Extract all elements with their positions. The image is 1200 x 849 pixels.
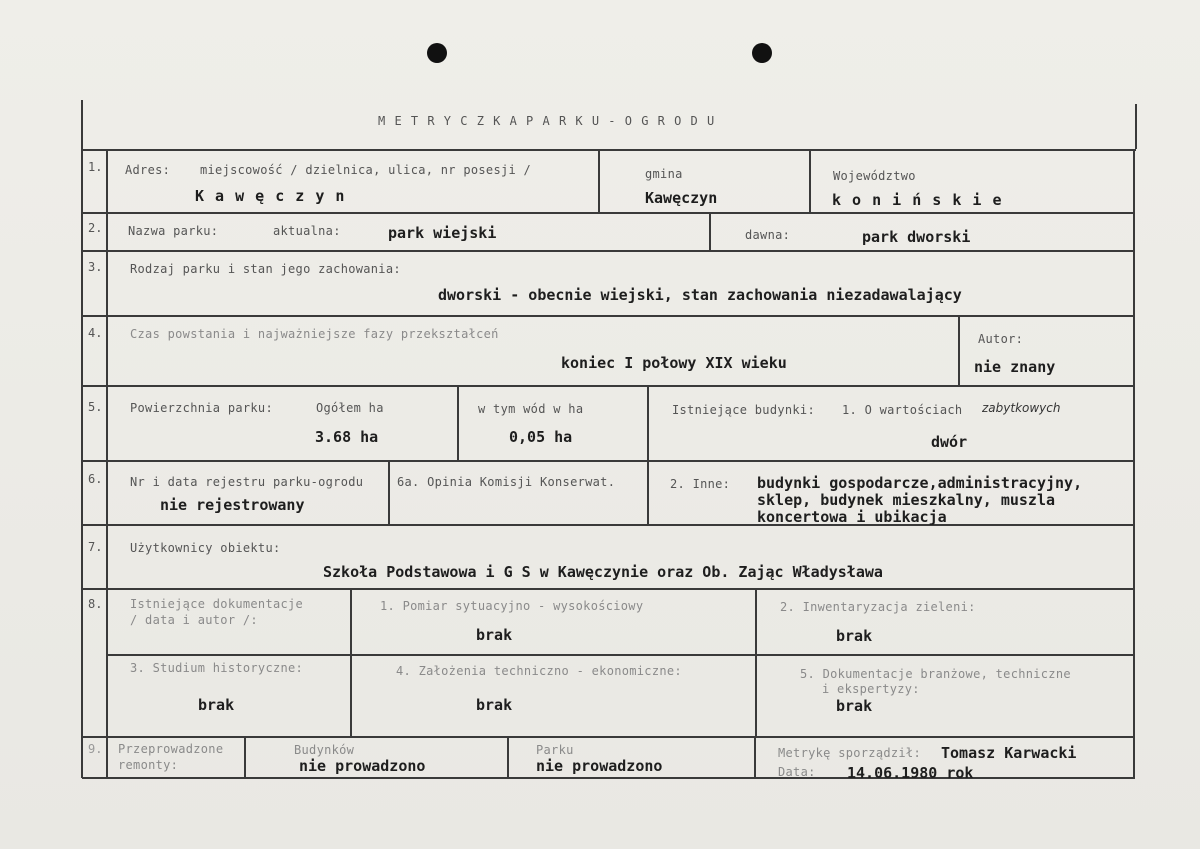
users-value: Szkoła Podstawowa i G S w Kawęczynie oraz Ob. Zając Władysława (323, 563, 883, 581)
docs-label-line1: Istniejące dokumentacje (130, 597, 304, 611)
separator (82, 588, 1133, 590)
number-column-line (106, 149, 108, 778)
separator (82, 524, 1133, 526)
row-number: 3. (88, 260, 103, 274)
row-number: 6. (88, 472, 103, 486)
address-hint: miejscowość / dzielnica, ulica, nr posesji / (200, 163, 532, 177)
tech-value: brak (476, 696, 513, 714)
users-label: Użytkownicy obiektu: (130, 541, 281, 555)
total-area-value: 3.68 ha (315, 428, 379, 446)
repairs-label-line1: Przeprowadzone (118, 742, 224, 756)
monument-buildings-value: dwór (931, 433, 968, 451)
park-name-label: Nazwa parku: (128, 224, 219, 238)
cell-divider (647, 386, 649, 525)
cell-divider (598, 150, 600, 212)
separator (82, 149, 1136, 151)
prepared-by-label: Metrykę sporządził: (778, 746, 921, 760)
commission-opinion-label: 6a. Opinia Komisji Konserwat. (397, 475, 616, 489)
area-label: Powierzchnia parku: (130, 401, 273, 415)
date-value: 14.06.1980 rok (847, 764, 974, 782)
park-type-value: dworski - obecnie wiejski, stan zachowania niezadawalający (438, 286, 962, 304)
author-label: Autor: (978, 332, 1024, 346)
cell-divider (507, 737, 509, 778)
gmina-value: Kawęczyn (645, 189, 718, 207)
origin-value: koniec I połowy XIX wieku (561, 354, 787, 372)
row-number: 8. (88, 597, 103, 611)
docs-label-line2: / data i autor /: (130, 613, 258, 627)
monument-handwritten: zabytkowych (982, 401, 1061, 415)
history-label: 3. Studium historyczne: (130, 661, 304, 675)
gmina-label: gmina (645, 167, 683, 181)
survey-label: 1. Pomiar sytuacyjno - wysokościowy (380, 599, 644, 613)
branch-docs-value: brak (836, 697, 873, 715)
park-repairs-value: nie prowadzono (536, 757, 663, 775)
cell-divider (388, 462, 390, 524)
other-buildings-label: 2. Inne: (670, 477, 731, 491)
form-title: M E T R Y C Z K A P A R K U - O G R O D U (378, 114, 716, 128)
water-area-value: 0,05 ha (509, 428, 573, 446)
separator (108, 654, 1133, 656)
total-area-label: Ogółem ha (316, 401, 384, 415)
row-number: 5. (88, 400, 103, 414)
address-label: Adres: (125, 163, 171, 177)
punch-hole-right (752, 43, 772, 63)
author-value: nie znany (974, 358, 1056, 376)
cell-divider (244, 737, 246, 778)
frame-right-line (1135, 104, 1137, 149)
other-buildings-line1: budynki gospodarcze,administracyjny, (757, 474, 1083, 492)
cell-divider (958, 316, 960, 385)
tech-label: 4. Założenia techniczno - ekonomiczne: (396, 664, 682, 678)
origin-label: Czas powstania i najważniejsze fazy przekształceń (130, 327, 499, 341)
prepared-by-value: Tomasz Karwacki (941, 744, 1077, 762)
cell-divider (709, 213, 711, 250)
survey-value: brak (476, 626, 513, 644)
separator (82, 315, 1135, 317)
register-label: Nr i data rejestru parku-ogrodu (130, 475, 364, 489)
buildings-repairs-value: nie prowadzono (299, 757, 426, 775)
voivodeship-label: Województwo (833, 169, 916, 183)
row-number: 1. (88, 160, 103, 174)
register-value: nie rejestrowany (160, 496, 305, 514)
former-name-value: park dworski (862, 228, 971, 246)
buildings-repairs-label: Budynków (294, 743, 355, 757)
cell-divider (809, 150, 811, 212)
cell-divider (755, 589, 757, 737)
cell-divider (754, 737, 756, 778)
water-area-label: w tym wód w ha (478, 402, 584, 416)
row-number: 7. (88, 540, 103, 554)
repairs-label-line2: remonty: (118, 758, 179, 772)
monument-buildings-label: 1. O wartościach (842, 403, 963, 417)
row-number: 9. (88, 742, 103, 756)
history-value: brak (198, 696, 235, 714)
separator (82, 736, 1133, 738)
address-value: K a w ę c z y n (195, 187, 346, 205)
separator (82, 250, 1135, 252)
separator (82, 212, 1135, 214)
row-number: 2. (88, 221, 103, 235)
branch-docs-label-line1: 5. Dokumentacje branżowe, techniczne (800, 667, 1071, 681)
frame-right-line-lower (1133, 149, 1135, 779)
current-name-value: park wiejski (388, 224, 497, 242)
park-type-label: Rodzaj parku i stan jego zachowania: (130, 262, 401, 276)
voivodeship-value: k o n i ń s k i e (832, 191, 1003, 209)
separator (82, 777, 1135, 779)
date-label: Data: (778, 765, 816, 779)
park-repairs-label: Parku (536, 743, 574, 757)
row-number: 4. (88, 326, 103, 340)
former-name-label: dawna: (745, 228, 791, 242)
separator (82, 385, 1134, 387)
branch-docs-label-line2: i ekspertyzy: (822, 682, 920, 696)
frame-left-line (81, 100, 83, 778)
buildings-label: Istniejące budynki: (672, 403, 815, 417)
other-buildings-line2: sklep, budynek mieszkalny, muszla (757, 491, 1056, 509)
greenery-value: brak (836, 627, 873, 645)
cell-divider (457, 386, 459, 460)
punch-hole-left (427, 43, 447, 63)
cell-divider (350, 589, 352, 737)
other-buildings-line3: koncertowa i ubikacja (757, 508, 947, 526)
greenery-label: 2. Inwentaryzacja zieleni: (780, 600, 976, 614)
current-name-label: aktualna: (273, 224, 341, 238)
separator (648, 460, 1133, 462)
